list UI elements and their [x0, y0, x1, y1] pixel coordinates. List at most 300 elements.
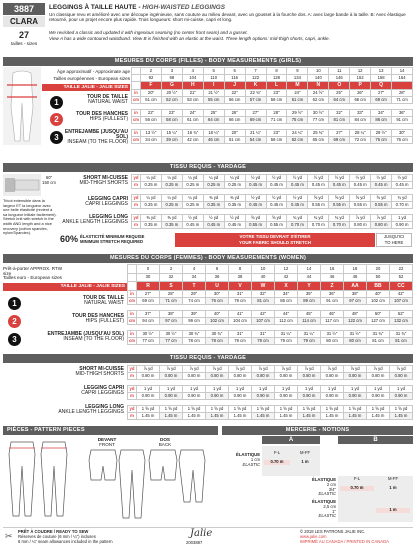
cm-cell: 76 cm — [206, 298, 229, 305]
notions-b-block — [222, 476, 413, 522]
inch-cell: 31" — [229, 291, 252, 298]
meter-cell: 1.45 m — [344, 413, 367, 420]
inch-cell: 16 ¾" — [182, 130, 203, 137]
cm-cell: 58 cm — [266, 137, 287, 144]
size-cell: S — [160, 282, 183, 291]
meter-cell: 0.80 m — [229, 373, 252, 380]
notion-b1-val1: 0.70 m — [340, 486, 374, 491]
meter-cell: 1.45 m — [367, 413, 390, 420]
cm-cell: 79 cm — [275, 338, 298, 345]
unit-m: m — [128, 413, 137, 420]
inch-cell: 31" — [229, 331, 252, 338]
meter-cell: 0.25 m — [182, 182, 203, 189]
wf-row2-label — [30, 386, 124, 396]
gf-long-en: ANKLE LENGTH LEGGINGS — [62, 219, 128, 226]
inch-cell: 38" — [160, 311, 183, 318]
cm-cell: 89 cm — [298, 298, 321, 305]
yard-cell: 1 yd — [344, 386, 367, 393]
inch-cell: 22" — [141, 110, 162, 117]
inch-cell: 24" — [287, 90, 308, 97]
title-fr: LEGGINGS À TAILLE HAUTE — [49, 4, 137, 11]
meter-cell: 0.45 m — [203, 222, 224, 229]
notion-b1-en: ELASTIC — [318, 491, 336, 497]
cm-cell: 79 cm — [229, 298, 252, 305]
unit-cell — [128, 265, 137, 274]
yard-cell: ½ yd — [224, 215, 245, 222]
inch-cell: 46" — [321, 311, 344, 318]
cm-cell: 71 cm — [160, 298, 183, 305]
girls-fabric-table — [131, 174, 413, 229]
wf-capri-en: CAPRI LEGGINGS — [81, 390, 124, 397]
cm-cell: 64 cm — [203, 117, 224, 124]
meter-cell: 0.80 m — [160, 373, 183, 380]
notion-a-label — [222, 453, 260, 467]
rtw-cell: 8 — [229, 265, 252, 274]
notion-b1-label — [302, 478, 336, 497]
women-row-2-in — [128, 311, 413, 318]
fabric-note: Tricot extensible dans la largeur ET la longueur avec une belle élasticité (revient à sa longueur initiale facilement). Stretch knit with stretch in the width AND length and a nice recovery (cotton spandex, nylon/Spandex). — [3, 198, 57, 236]
height-cell: 116 — [224, 75, 245, 82]
cm-cell: 64 cm — [329, 97, 350, 104]
meter-cell: 0.80 m — [275, 373, 298, 380]
inch-cell: 30" — [206, 291, 229, 298]
inch-cell: 15 ¼" — [161, 130, 182, 137]
yard-cell: 1 yd — [367, 386, 390, 393]
gf-shorts-en: MID-THIGH SHORTS — [79, 180, 128, 187]
gf-row1-label — [60, 176, 128, 186]
inch-cell: 20" — [224, 130, 245, 137]
notions-b-bg — [338, 476, 413, 522]
size-cell: K — [245, 82, 266, 90]
cm-cell: 79 cm — [298, 338, 321, 345]
title: LEGGINGS À TAILLE HAUTE - HIGH-WAISTED LEGGINGS — [49, 4, 225, 11]
height-cell: 122 — [245, 75, 266, 82]
age-cell: 8 — [266, 68, 287, 75]
inch-cell: 33" — [350, 110, 371, 117]
pattern-pieces-bar: PIÈCES - PATTERN PIECES — [3, 426, 218, 435]
girls-size-label: TAILLE JALIE - JALIE SIZES — [42, 84, 130, 91]
inch-cell: 27" — [329, 130, 350, 137]
yard-cell: ¼ yd — [161, 195, 182, 202]
cm-cell: 107 cm — [252, 318, 275, 325]
unit-m: m — [128, 393, 137, 400]
cm-cell: 58 cm — [266, 97, 287, 104]
yard-cell: ¼ yd — [161, 175, 182, 182]
women-row-1-in — [128, 291, 413, 298]
cm-cell: 75 cm — [287, 117, 308, 124]
women-row-2-cm — [128, 318, 413, 325]
meter-cell: 1.45 m — [206, 413, 229, 420]
inch-cell: 23" — [161, 110, 182, 117]
inch-cell: 31 ¾" — [390, 331, 413, 338]
girls-row2-label — [60, 112, 128, 122]
women-eu-label: Tailles euro - European sizes — [3, 275, 62, 280]
cm-cell: 91 cm — [392, 117, 413, 124]
height-cell: 140 — [308, 75, 329, 82]
size-cell: X — [275, 282, 298, 291]
meter-cell: 0.45 m — [392, 182, 413, 189]
notion-a-val1: 0.70 m — [264, 460, 290, 465]
back-short-icon — [149, 450, 177, 480]
cm-cell: 57 cm — [245, 97, 266, 104]
girls-row-1-in — [132, 90, 413, 97]
fabric_girls-row-3-m — [132, 222, 413, 229]
yard-cell: 1 yd — [390, 386, 413, 393]
size-cell: H — [182, 82, 203, 90]
yard-cell: 1 yd — [183, 386, 206, 393]
unit-m: m — [132, 182, 141, 189]
notion-a-col2: M-FF — [300, 450, 310, 455]
unit-cm: cm — [132, 96, 140, 102]
size-cell: U — [206, 282, 229, 291]
women-hips-en: HIPS (FULLEST) — [85, 318, 124, 325]
inch-cell: 23" — [266, 130, 287, 137]
cm-cell: 51 cm — [224, 137, 245, 144]
unit-yd: yd — [132, 175, 141, 182]
inch-cell: 18 ¼" — [203, 130, 224, 137]
stretch-end — [376, 233, 412, 247]
yard-cell: ⅝ yd — [350, 195, 371, 202]
meter-cell: 0.80 m — [371, 222, 392, 229]
yard-cell: ¼ yd — [182, 175, 203, 182]
women-row2-number: 2 — [8, 315, 21, 328]
fabric_women-row-3-m — [128, 413, 413, 420]
meter-cell: 0.90 m — [298, 393, 321, 400]
cm-cell: 54 cm — [245, 137, 266, 144]
unit-m: m — [128, 373, 137, 380]
fabric-swatch — [3, 174, 41, 196]
inch-cell: 27" — [245, 110, 266, 117]
yard-cell: ⅞ yd — [160, 366, 183, 373]
yard-cell: 1 ⅝ yd — [275, 406, 298, 413]
inch-cell: 37" — [137, 311, 160, 318]
inch-cell: 30" — [392, 130, 413, 137]
meter-cell: 0.45 m — [245, 202, 266, 209]
women-sizes-row — [128, 282, 413, 291]
meter-cell: 0.90 m — [183, 393, 206, 400]
unit-in: in — [128, 331, 137, 338]
yard-cell: ½ yd — [308, 175, 329, 182]
gf-row3-label — [60, 215, 128, 225]
meter-cell: 0.45 m — [266, 202, 287, 209]
women-yardage-bar: TISSU REQUIS - YARDAGE — [3, 354, 413, 363]
inch-cell: 21" — [182, 90, 203, 97]
gf-capri-en: CAPRI LEGGINGS — [85, 201, 128, 208]
size-cell: T — [183, 282, 206, 291]
rtw-cell: 6 — [206, 265, 229, 274]
girls-waist-fr: TOUR DE TAILLE — [87, 94, 128, 100]
eu-cell: 44 — [298, 274, 321, 282]
meter-cell: 0.90 m — [367, 393, 390, 400]
back-en: BACK — [158, 442, 172, 447]
meter-cell: 0.90 m — [275, 393, 298, 400]
yard-cell: ⅝ yd — [371, 195, 392, 202]
cm-cell: 62 cm — [308, 97, 329, 104]
inch-cell: 52" — [390, 311, 413, 318]
meter-cell: 0.90 m — [344, 393, 367, 400]
inch-cell: 32" — [329, 110, 350, 117]
ready-to-sew: PRÊT À COUDRE / READY TO SEW — [18, 529, 89, 534]
meter-cell: 1.45 m — [252, 413, 275, 420]
inch-cell: 29 ½" — [371, 130, 392, 137]
stretch-box-fr: VOTRE TISSU DEVRAIT S'ÉTIRER — [239, 234, 311, 239]
eu-cell: 38 — [229, 274, 252, 282]
eu-cell: 46 — [321, 274, 344, 282]
yard-cell: ⅜ yd — [161, 215, 182, 222]
cm-cell: 69 cm — [137, 298, 160, 305]
women-size-label: TAILLE JALIE - JALIE SIZES — [3, 283, 127, 291]
pattern-name: CLARA — [3, 16, 45, 27]
size-cell: J — [224, 82, 245, 90]
age-cell: 11 — [329, 68, 350, 75]
meter-cell: 0.45 m — [266, 182, 287, 189]
cm-cell: 52 cm — [161, 97, 182, 104]
inch-cell: 48" — [344, 311, 367, 318]
meter-cell: 0.55 m — [371, 202, 392, 209]
front-fr: DEVANT — [97, 437, 117, 442]
meter-cell: 0.80 m — [206, 373, 229, 380]
seam-allowance-fr: Réserves de couture (6 mm / ¼") incluses — [18, 534, 96, 539]
yard-cell: ¾ yd — [392, 195, 413, 202]
back-fr: DOS — [160, 437, 170, 442]
yard-cell: ⅝ yd — [245, 215, 266, 222]
fabric_women-row-1-m — [128, 373, 413, 380]
girls-row3-label — [60, 130, 128, 146]
height-cell: 98 — [161, 75, 182, 82]
fabric-width — [42, 176, 56, 186]
women-eu-row — [128, 274, 413, 282]
yard-cell: ¼ yd — [203, 175, 224, 182]
wf-row3-label — [30, 405, 124, 415]
age-cell: 2 — [141, 68, 162, 75]
fabric_women-row-3-yd — [128, 406, 413, 413]
meter-cell: 0.80 m — [321, 373, 344, 380]
cm-cell: 132 cm — [390, 318, 413, 325]
meter-cell: 0.80 m — [350, 222, 371, 229]
cm-cell: 61 cm — [182, 117, 203, 124]
meter-cell: 1.45 m — [229, 413, 252, 420]
ready-en: READY TO SEW — [56, 529, 89, 534]
cm-cell: 102 cm — [206, 318, 229, 325]
cm-cell: 51 cm — [141, 97, 162, 104]
yard-cell: 1 ⅝ yd — [367, 406, 390, 413]
yard-cell: 1 ⅝ yd — [206, 406, 229, 413]
inch-cell: 28 ¼" — [350, 130, 371, 137]
gf-row2-label — [60, 197, 128, 207]
notion-b2-fr: ÉLASTIQUE — [312, 499, 336, 504]
cm-cell: 91 cm — [321, 298, 344, 305]
inch-cell: 40" — [367, 291, 390, 298]
eu-cell: 30 — [137, 274, 160, 282]
age-cell: 13 — [371, 68, 392, 75]
age-cell: 14 — [392, 68, 413, 75]
wf-shorts-en: MID-THIGH SHORTS — [75, 371, 124, 378]
women-row3-label — [30, 332, 124, 342]
girls-row2-number: 2 — [50, 113, 63, 126]
meter-cell: 0.45 m — [308, 182, 329, 189]
fabric_girls-row-1-yd — [132, 175, 413, 182]
meter-cell: 0.55 m — [329, 202, 350, 209]
yard-cell: ⅞ yd — [367, 366, 390, 373]
girls-inseam-fr: ENTREJAMBE (JUSQU'AU SOL) — [64, 129, 128, 141]
cm-cell: 71 cm — [266, 117, 287, 124]
sizes-label: tailles - sizes — [10, 41, 38, 46]
meter-cell: 0.45 m — [371, 182, 392, 189]
yard-cell: ½ yd — [287, 195, 308, 202]
unit-in: in — [132, 110, 141, 117]
fabric_women-row-2-m — [128, 393, 413, 400]
meter-cell: 0.25 m — [141, 182, 162, 189]
cm-cell: 80 cm — [344, 338, 367, 345]
meter-cell: 0.70 m — [392, 202, 413, 209]
notion-b2-val2: 1 m — [376, 508, 410, 513]
unit-yd: yd — [132, 215, 141, 222]
inch-cell: 22 ¾" — [245, 90, 266, 97]
height-cell: 128 — [266, 75, 287, 82]
inch-cell: 28" — [160, 291, 183, 298]
legs-figure-icon — [3, 67, 41, 145]
meter-cell: 0.35 m — [141, 222, 162, 229]
cm-cell: 78 cm — [206, 338, 229, 345]
fabric_girls-row-1-m — [132, 182, 413, 189]
cm-cell: 39 cm — [161, 137, 182, 144]
yard-cell: ¾ yd — [287, 215, 308, 222]
inch-cell: 36" — [321, 291, 344, 298]
fabric_girls-row-3-yd — [132, 215, 413, 222]
fabric-width-in: 60" — [45, 175, 53, 180]
meter-cell: 0.90 m — [390, 393, 413, 400]
cm-cell: 42 cm — [182, 137, 203, 144]
eu-cell: 34 — [183, 274, 206, 282]
height-cell: 146 — [329, 75, 350, 82]
cm-cell: 56 cm — [141, 117, 162, 124]
cm-cell: 77 cm — [308, 117, 329, 124]
inch-cell: 28" — [392, 90, 413, 97]
women-inseam-en: INSEAM (TO THE FLOOR) — [63, 336, 124, 343]
yard-cell: 1 ⅝ yd — [344, 406, 367, 413]
notions-col-b: B — [338, 436, 413, 444]
inch-cell: 25" — [203, 110, 224, 117]
size-cell: BB — [367, 282, 390, 291]
inch-cell: 42" — [390, 291, 413, 298]
stretch-box-en: YOUR FABRIC SHOULD STRETCH — [239, 240, 311, 245]
meter-cell: 0.45 m — [224, 222, 245, 229]
inch-cell: 27" — [137, 291, 160, 298]
view-a-long-icon — [41, 442, 67, 516]
inch-cell: 34" — [371, 110, 392, 117]
meter-cell: 0.80 m — [298, 373, 321, 380]
girls-row-2-in — [132, 110, 413, 117]
size-cell: P — [350, 82, 371, 90]
size-cell: G — [161, 82, 182, 90]
unit-cm: cm — [128, 337, 136, 343]
cm-cell: 97 cm — [160, 318, 183, 325]
inch-cell: 20 ½" — [161, 90, 182, 97]
meter-cell: 1.45 m — [298, 413, 321, 420]
notion-b-col1: F-L — [353, 476, 361, 481]
stretch-fr: ÉLASTICITÉ MINIMUM REQUISE — [80, 234, 145, 239]
unit-cell — [128, 274, 137, 282]
meter-cell: 1.45 m — [390, 413, 413, 420]
inch-cell: 30 ½" — [308, 110, 329, 117]
girls-row-3-cm — [132, 137, 413, 144]
women-measurement-table — [127, 264, 413, 345]
unit-cm: cm — [128, 297, 136, 303]
inch-cell: 24" — [182, 110, 203, 117]
notions-a-block — [222, 446, 413, 476]
unit-cm: cm — [132, 136, 140, 142]
women-inseam-fr: ENTREJAMBE (JUSQU'AU SOL) — [47, 331, 124, 337]
size-cell: Y — [298, 282, 321, 291]
rtw-cell: 0 — [137, 265, 160, 274]
notion-a-en: ELASTIC — [242, 461, 260, 467]
inch-cell: 31 ½" — [321, 331, 344, 338]
inch-cell: 29 ½" — [287, 110, 308, 117]
inch-cell: 21 ½" — [203, 90, 224, 97]
yard-cell: 1 yd — [252, 386, 275, 393]
meter-cell: 0.25 m — [203, 182, 224, 189]
description-fr: Un classique revu et amélioré avec une découpe ingénieuse, sans couture au milieu devant, avec un gousset à la fourche dos. A: avec large bande à la taille. B: Avec élastique retourné, pour un projet encore plus rapide. Trois longueurs: short mi-cuisse, capri et long. — [49, 12, 406, 23]
cm-cell: 81 cm — [252, 298, 275, 305]
cm-cell: 84 cm — [350, 117, 371, 124]
size-cell: Z — [321, 282, 344, 291]
cm-cell: 66 cm — [224, 117, 245, 124]
scissors-icon: ✂ — [5, 531, 13, 541]
inch-cell: 39" — [183, 311, 206, 318]
height-cell: 158 — [371, 75, 392, 82]
cm-cell: 81 cm — [329, 117, 350, 124]
yard-cell: ⅞ yd — [390, 366, 413, 373]
age-cell: 12 — [350, 68, 371, 75]
website-link[interactable]: www.jalie.com — [300, 534, 327, 539]
girls-row1-number: 1 — [50, 96, 63, 109]
height-cell: 164 — [392, 75, 413, 82]
stretch-en: MINIMUM STRETCH REQUIRED — [80, 239, 144, 244]
yard-cell: ½ yd — [203, 215, 224, 222]
meter-cell: 0.80 m — [367, 373, 390, 380]
wf-long-fr: LEGGING LONG — [85, 404, 124, 410]
fabric_girls-row-2-m — [132, 202, 413, 209]
sizes-count: 27 — [18, 30, 29, 40]
inch-cell: 40" — [206, 311, 229, 318]
inch-cell: 41" — [229, 311, 252, 318]
size-cell: I — [203, 82, 224, 90]
yard-cell: ½ yd — [266, 195, 287, 202]
stretch-to-fr: JUSQU'ICI — [383, 234, 405, 239]
size-cell: O — [329, 82, 350, 90]
inch-cell: 30 ¾" — [183, 331, 206, 338]
notion-a-col1: F-L — [273, 450, 281, 455]
yard-cell: ⅞ yd — [350, 215, 371, 222]
girls-measurements-bar: MESURES DU CORPS (FILLES) - BODY MEASUREMENTS (GIRLS) — [3, 57, 413, 66]
meter-cell: 0.25 m — [161, 182, 182, 189]
yard-cell: ⅞ yd — [298, 366, 321, 373]
cm-cell: 81 cm — [367, 338, 390, 345]
cm-cell: 127 cm — [367, 318, 390, 325]
meter-cell: 1.45 m — [137, 413, 160, 420]
yard-cell: ⅝ yd — [329, 195, 350, 202]
unit-cell — [132, 68, 141, 75]
yard-cell: 1 yd — [321, 386, 344, 393]
meter-cell: 0.80 m — [390, 373, 413, 380]
meter-cell: 0.55 m — [350, 202, 371, 209]
yard-cell: 1 ⅝ yd — [183, 406, 206, 413]
women-rtw-row — [128, 265, 413, 274]
meter-cell: 0.45 m — [329, 182, 350, 189]
cm-cell: 46 cm — [203, 137, 224, 144]
stretch-label — [80, 234, 144, 244]
inch-cell: 20" — [141, 90, 162, 97]
